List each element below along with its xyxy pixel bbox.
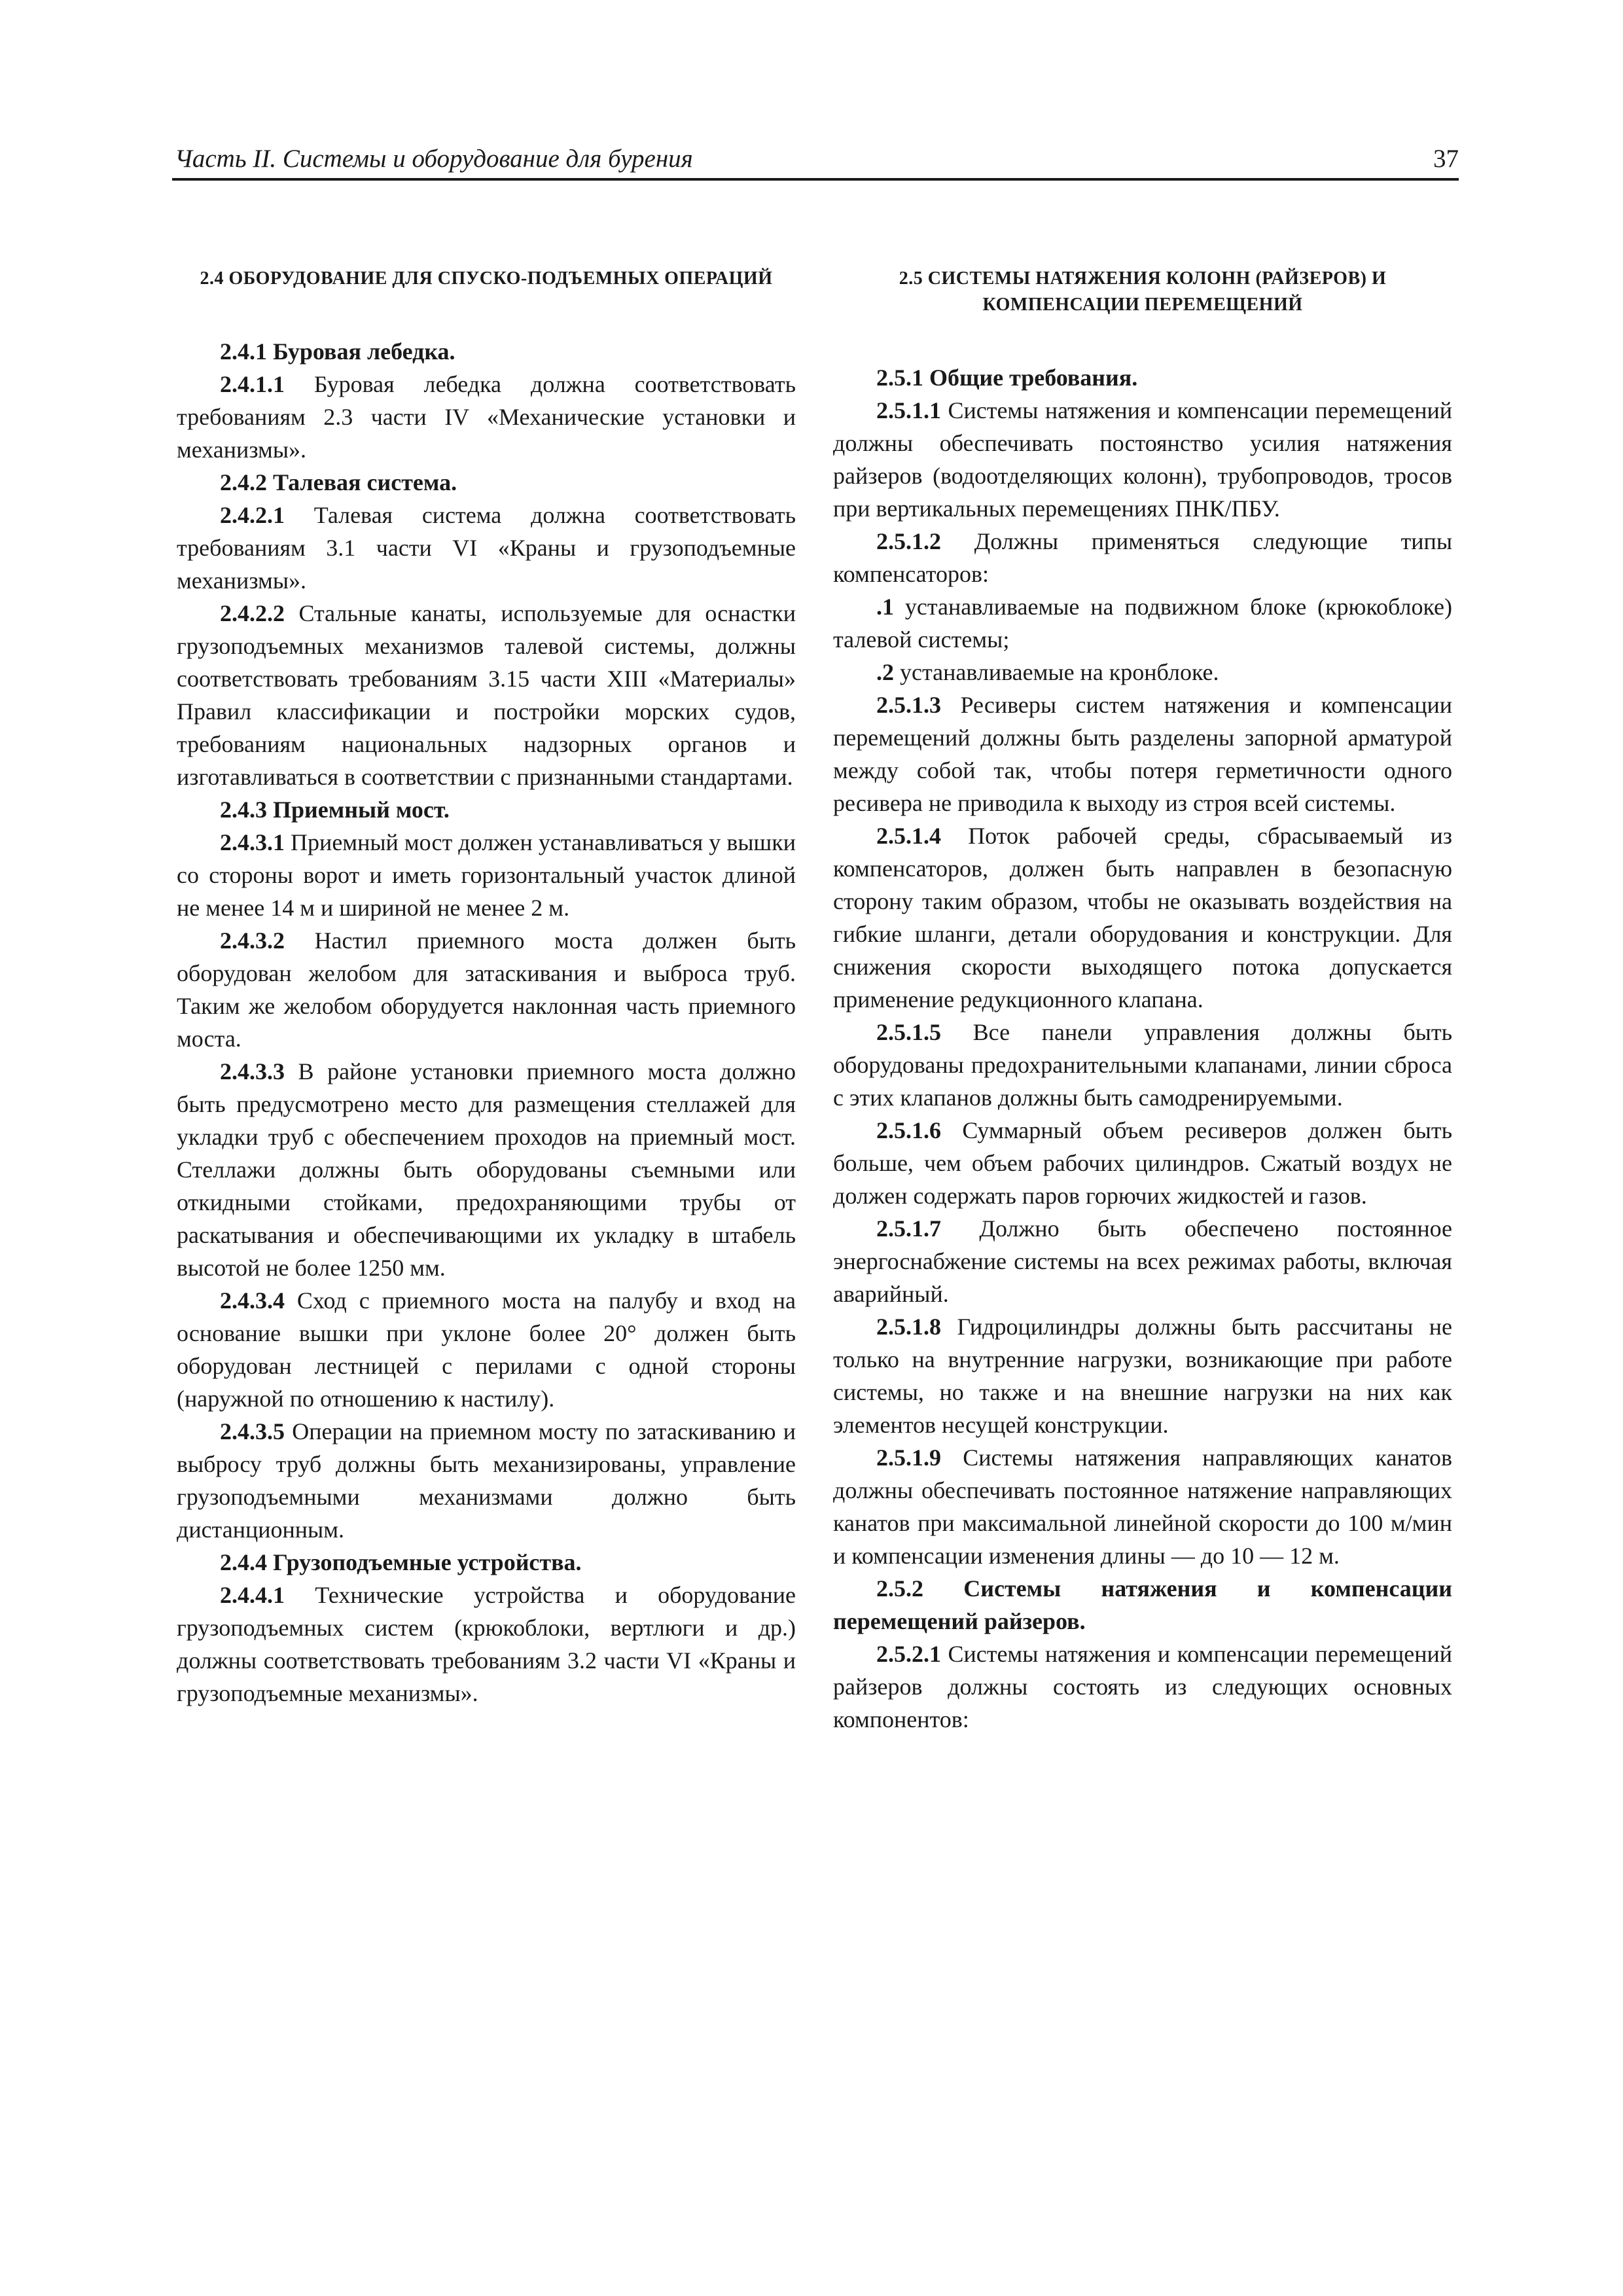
paragraph-text: Буровая лебедка должна соответствовать требованиям 2.3 части IV «Механические установки и механизмы». xyxy=(177,371,796,463)
paragraph-text: Системы натяжения и компенсации перемещений райзеров должны состоять из следующих основных компонентов: xyxy=(833,1641,1452,1732)
subsection-heading xyxy=(833,1572,1452,1638)
paragraph xyxy=(833,819,1452,1016)
paragraph-text: 2.4.2 Талевая система. xyxy=(220,469,457,495)
paragraph-text: 2.5.2 Системы натяжения и компенсации перемещений райзеров. xyxy=(833,1575,1452,1634)
paragraph-text: Ресиверы систем натяжения и компенсации перемещений должны быть разделены запорной арматурой между собой так, чтобы потеря герметичности одного ресивера не приводила к выходу из строя всей системы. xyxy=(833,692,1452,816)
subsection-heading xyxy=(177,335,796,368)
paragraph xyxy=(833,656,1452,689)
paragraph xyxy=(833,1114,1452,1212)
clause-number: 2.5.2.1 xyxy=(876,1641,941,1667)
clause-number: 2.5.1.4 xyxy=(876,823,941,849)
left-column xyxy=(177,266,796,1710)
clause-number: .1 xyxy=(876,594,894,620)
paragraph-text: 2.4.1 Буровая лебедка. xyxy=(220,338,455,365)
paragraph xyxy=(833,1212,1452,1310)
clause-number: 2.4.3.5 xyxy=(220,1418,285,1444)
paragraph-text: Системы натяжения и компенсации перемещений должны обеспечивать постоянство усилия натяжения райзеров (водоотделяющих колонн), трубопроводов, тросов при вертикальных перемещениях ПНК/ПБУ. xyxy=(833,397,1452,522)
paragraph xyxy=(833,1441,1452,1572)
paragraph-text: 2.5.1 Общие требования. xyxy=(876,365,1138,391)
clause-number: 2.5.1.2 xyxy=(876,528,941,554)
paragraph xyxy=(833,590,1452,656)
clause-number: 2.4.3.1 xyxy=(220,829,285,855)
paragraph-text: Должно быть обеспечено постоянное энергоснабжение системы на всех режимах работы, включая аварийный. xyxy=(833,1215,1452,1307)
subsection-heading xyxy=(177,466,796,499)
paragraph-text: В районе установки приемного моста должно быть предусмотрено место для размещения стеллажей для укладки труб с обеспечением проходов на приемный мост. Стеллажи должны быть оборудованы съемными или откидными стойками, предохраняющими трубы от раскатывания и обеспечивающими их укладку в штабель высотой не более 1250 мм. xyxy=(177,1058,796,1281)
clause-number: 2.4.3.3 xyxy=(220,1058,285,1085)
paragraph-text: Талевая система должна соответствовать требованиям 3.1 части VI «Краны и грузоподъемные механизмы». xyxy=(177,502,796,594)
paragraph-text: Гидроцилиндры должны быть рассчитаны не только на внутренние нагрузки, возникающие при работе системы, но также и на внешние нагрузки на них как элементов несущей конструкции. xyxy=(833,1314,1452,1438)
paragraph-text: 2.4.3 Приемный мост. xyxy=(220,797,450,823)
page-number: 37 xyxy=(1433,145,1459,173)
subsection-heading xyxy=(177,1546,796,1579)
paragraph xyxy=(833,525,1452,590)
clause-number: 2.5.1.7 xyxy=(876,1215,941,1242)
paragraph-text: Системы натяжения направляющих канатов должны обеспечивать постоянное натяжение направляющих канатов при максимальной линейной скорости до 100 м/мин и компенсации изменения длины — до 10 — 12 м. xyxy=(833,1444,1452,1569)
subsection-heading xyxy=(833,361,1452,394)
paragraph-text: Приемный мост должен устанавливаться у вышки со стороны ворот и иметь горизонтальный участок длиной не менее 14 м и шириной не менее 2 м. xyxy=(177,829,796,921)
paragraph xyxy=(177,1284,796,1415)
paragraph xyxy=(833,394,1452,525)
clause-number: 2.4.3.4 xyxy=(220,1287,285,1314)
paragraph-text: Стальные канаты, используемые для оснастки грузоподъемных механизмов талевой системы, должны соответствовать требованиям 3.15 части XIII «Материалы» Правил классификации и постройки морских судов, требованиям национальных надзорных органов и изготавливаться в соответствии с признанными стандартами. xyxy=(177,600,796,790)
paragraph xyxy=(833,1638,1452,1736)
section-title: 2.4 ОБОРУДОВАНИЕ ДЛЯ СПУСКО-ПОДЪЕМНЫХ ОПЕРАЦИЙ xyxy=(200,268,773,289)
clause-number: 2.5.1.8 xyxy=(876,1314,941,1340)
clause-number: 2.4.2.2 xyxy=(220,600,285,626)
paragraph xyxy=(177,826,796,924)
paragraph xyxy=(833,1310,1452,1441)
paragraph xyxy=(177,924,796,1055)
paragraph-text: Все панели управления должны быть оборудованы предохранительными клапанами, линии сброса с этих клапанов должны быть самодренируемыми. xyxy=(833,1019,1452,1111)
paragraph xyxy=(833,1016,1452,1114)
running-header xyxy=(172,140,1459,181)
clause-number: 2.5.1.1 xyxy=(876,397,941,423)
paragraph-text: Сход с приемного моста на палубу и вход на основание вышки при уклоне более 20° должен быть оборудован лестницей с перилами с одной стороны (наружной по отношению к настилу). xyxy=(177,1287,796,1412)
paragraph xyxy=(177,499,796,597)
paragraph-list xyxy=(833,361,1452,1736)
right-column xyxy=(833,266,1452,1736)
clause-number: 2.4.1.1 xyxy=(220,371,285,397)
paragraph-text: Операции на приемном мосту по затаскиванию и выбросу труб должны быть механизированы, управление грузоподъемными механизмами должно быть дистанционным. xyxy=(177,1418,796,1543)
paragraph-list xyxy=(177,335,796,1710)
paragraph xyxy=(177,368,796,466)
clause-number: .2 xyxy=(876,659,894,685)
paragraph xyxy=(177,1415,796,1546)
clause-number: 2.4.4.1 xyxy=(220,1582,285,1608)
paragraph-text: устанавливаемые на кронблоке. xyxy=(894,659,1219,685)
clause-number: 2.5.1.6 xyxy=(876,1117,941,1143)
paragraph-text: Должны применяться следующие типы компенсаторов: xyxy=(833,528,1452,587)
clause-number: 2.4.2.1 xyxy=(220,502,285,528)
section-title: 2.5 СИСТЕМЫ НАТЯЖЕНИЯ КОЛОНН (РАЙЗЕРОВ) И КОМПЕНСАЦИИ ПЕРЕМЕЩЕНИЙ xyxy=(899,268,1387,315)
clause-number: 2.4.3.2 xyxy=(220,927,285,954)
paragraph xyxy=(177,1579,796,1710)
paragraph-text: Суммарный объем ресиверов должен быть больше, чем объем рабочих цилиндров. Сжатый воздух не должен содержать паров горючих жидкостей и газов. xyxy=(833,1117,1452,1209)
paragraph-text: 2.4.4 Грузоподъемные устройства. xyxy=(220,1549,582,1575)
clause-number: 2.5.1.3 xyxy=(876,692,941,718)
clause-number: 2.5.1.5 xyxy=(876,1019,941,1045)
paragraph xyxy=(177,597,796,793)
paragraph-text: устанавливаемые на подвижном блоке (крюкоблоке) талевой системы; xyxy=(833,594,1452,653)
subsection-heading xyxy=(177,793,796,826)
paragraph-text: Технические устройства и оборудование грузоподъемных систем (крюкоблоки, вертлюги и др.) должны соответствовать требованиям 3.2 части VI «Краны и грузоподъемные механизмы». xyxy=(177,1582,796,1706)
paragraph-text: Поток рабочей среды, сбрасываемый из компенсаторов, должен быть направлен в безопасную сторону таким образом, чтобы не оказывать воздействия на гибкие шланги, детали оборудования и конструкции. Для снижения скорости выходящего потока допускается применение редукционного клапана. xyxy=(833,823,1452,1013)
paragraph-text: Настил приемного моста должен быть оборудован желобом для затаскивания и выброса труб. Таким же желобом оборудуется наклонная часть приемного моста. xyxy=(177,927,796,1052)
paragraph xyxy=(833,689,1452,819)
running-header-title: Часть II. Системы и оборудование для бурения xyxy=(175,145,693,173)
clause-number: 2.5.1.9 xyxy=(876,1444,941,1471)
paragraph xyxy=(177,1055,796,1284)
